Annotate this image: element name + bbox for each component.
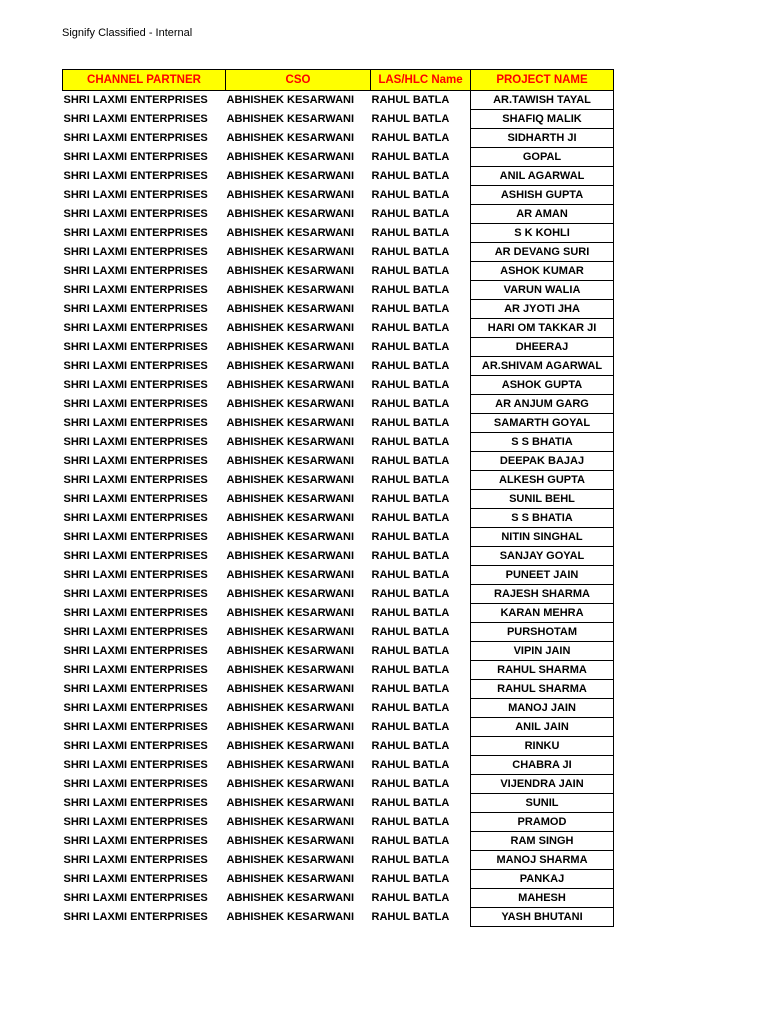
cell-cso: ABHISHEK KESARWANI bbox=[226, 816, 355, 828]
cell-channel-partner: SHRI LAXMI ENTERPRISES bbox=[63, 569, 208, 581]
cell-channel-partner: SHRI LAXMI ENTERPRISES bbox=[63, 284, 208, 296]
cell-project-name: S K KOHLI bbox=[471, 224, 614, 243]
cell-las-hlc-name: RAHUL BATLA bbox=[371, 227, 450, 239]
table-row bbox=[63, 889, 614, 908]
cell-cso: ABHISHEK KESARWANI bbox=[226, 892, 355, 904]
cell-las-hlc-name: RAHUL BATLA bbox=[371, 208, 450, 220]
cell-cso: ABHISHEK KESARWANI bbox=[226, 550, 355, 562]
classification-label: Signify Classified - Internal bbox=[62, 27, 193, 39]
table-row bbox=[63, 908, 614, 927]
cell-project-name: SIDHARTH JI bbox=[471, 129, 614, 148]
cell-las-hlc-name: RAHUL BATLA bbox=[371, 721, 450, 733]
table-row bbox=[63, 756, 614, 775]
cell-las-hlc-name: RAHUL BATLA bbox=[371, 246, 450, 258]
cell-project-name: ALKESH GUPTA bbox=[471, 471, 614, 490]
table-row bbox=[63, 718, 614, 737]
cell-project-name: SUNIL BEHL bbox=[471, 490, 614, 509]
cell-channel-partner: SHRI LAXMI ENTERPRISES bbox=[63, 816, 208, 828]
cell-channel-partner: SHRI LAXMI ENTERPRISES bbox=[63, 227, 208, 239]
cell-cso: ABHISHEK KESARWANI bbox=[226, 626, 355, 638]
cell-las-hlc-name: RAHUL BATLA bbox=[371, 379, 450, 391]
table-row bbox=[63, 737, 614, 756]
cell-project-name: YASH BHUTANI bbox=[471, 908, 614, 927]
cell-cso: ABHISHEK KESARWANI bbox=[226, 265, 355, 277]
table-row bbox=[63, 509, 614, 528]
table-body bbox=[63, 91, 614, 927]
cell-channel-partner: SHRI LAXMI ENTERPRISES bbox=[63, 797, 208, 809]
cell-las-hlc-name: RAHUL BATLA bbox=[371, 892, 450, 904]
cell-channel-partner: SHRI LAXMI ENTERPRISES bbox=[63, 607, 208, 619]
header-las-hlc-name: LAS/HLC Name bbox=[371, 70, 471, 91]
cell-las-hlc-name: RAHUL BATLA bbox=[371, 341, 450, 353]
table-row bbox=[63, 91, 614, 110]
cell-channel-partner: SHRI LAXMI ENTERPRISES bbox=[63, 702, 208, 714]
cell-cso: ABHISHEK KESARWANI bbox=[226, 740, 355, 752]
cell-channel-partner: SHRI LAXMI ENTERPRISES bbox=[63, 208, 208, 220]
table-row bbox=[63, 281, 614, 300]
cell-las-hlc-name: RAHUL BATLA bbox=[371, 170, 450, 182]
cell-channel-partner: SHRI LAXMI ENTERPRISES bbox=[63, 550, 208, 562]
cell-las-hlc-name: RAHUL BATLA bbox=[371, 265, 450, 277]
cell-channel-partner: SHRI LAXMI ENTERPRISES bbox=[63, 892, 208, 904]
cell-cso: ABHISHEK KESARWANI bbox=[226, 284, 355, 296]
cell-las-hlc-name: RAHUL BATLA bbox=[371, 284, 450, 296]
cell-las-hlc-name: RAHUL BATLA bbox=[371, 664, 450, 676]
cell-project-name: PANKAJ bbox=[471, 870, 614, 889]
cell-project-name: AR AMAN bbox=[471, 205, 614, 224]
cell-las-hlc-name: RAHUL BATLA bbox=[371, 113, 450, 125]
cell-las-hlc-name: RAHUL BATLA bbox=[371, 740, 450, 752]
cell-cso: ABHISHEK KESARWANI bbox=[226, 246, 355, 258]
cell-las-hlc-name: RAHUL BATLA bbox=[371, 322, 450, 334]
cell-channel-partner: SHRI LAXMI ENTERPRISES bbox=[63, 322, 208, 334]
cell-project-name: HARI OM TAKKAR JI bbox=[471, 319, 614, 338]
table-row bbox=[63, 851, 614, 870]
table-row bbox=[63, 148, 614, 167]
table-row bbox=[63, 433, 614, 452]
cell-project-name: ANIL JAIN bbox=[471, 718, 614, 737]
table-row bbox=[63, 262, 614, 281]
cell-channel-partner: SHRI LAXMI ENTERPRISES bbox=[63, 189, 208, 201]
cell-las-hlc-name: RAHUL BATLA bbox=[371, 436, 450, 448]
cell-cso: ABHISHEK KESARWANI bbox=[226, 417, 355, 429]
cell-cso: ABHISHEK KESARWANI bbox=[226, 474, 355, 486]
cell-cso: ABHISHEK KESARWANI bbox=[226, 512, 355, 524]
cell-channel-partner: SHRI LAXMI ENTERPRISES bbox=[63, 132, 208, 144]
table-row bbox=[63, 528, 614, 547]
table-row bbox=[63, 395, 614, 414]
table-row bbox=[63, 604, 614, 623]
table-row bbox=[63, 794, 614, 813]
cell-las-hlc-name: RAHUL BATLA bbox=[371, 360, 450, 372]
cell-project-name: ASHOK GUPTA bbox=[471, 376, 614, 395]
cell-channel-partner: SHRI LAXMI ENTERPRISES bbox=[63, 94, 208, 107]
table-row bbox=[63, 813, 614, 832]
cell-las-hlc-name: RAHUL BATLA bbox=[371, 645, 450, 657]
cell-channel-partner: SHRI LAXMI ENTERPRISES bbox=[63, 531, 208, 543]
cell-channel-partner: SHRI LAXMI ENTERPRISES bbox=[63, 835, 208, 847]
cell-channel-partner: SHRI LAXMI ENTERPRISES bbox=[63, 379, 208, 391]
cell-cso: ABHISHEK KESARWANI bbox=[226, 436, 355, 448]
cell-project-name: RAM SINGH bbox=[471, 832, 614, 851]
cell-project-name: PRAMOD bbox=[471, 813, 614, 832]
cell-channel-partner: SHRI LAXMI ENTERPRISES bbox=[63, 873, 208, 885]
table-row bbox=[63, 490, 614, 509]
table-row bbox=[63, 224, 614, 243]
cell-channel-partner: SHRI LAXMI ENTERPRISES bbox=[63, 474, 208, 486]
cell-project-name: VIJENDRA JAIN bbox=[471, 775, 614, 794]
cell-project-name: AR DEVANG SURI bbox=[471, 243, 614, 262]
cell-las-hlc-name: RAHUL BATLA bbox=[371, 626, 450, 638]
cell-project-name: AR JYOTI JHA bbox=[471, 300, 614, 319]
cell-las-hlc-name: RAHUL BATLA bbox=[371, 873, 450, 885]
table-row bbox=[63, 300, 614, 319]
cell-channel-partner: SHRI LAXMI ENTERPRISES bbox=[63, 626, 208, 638]
cell-cso: ABHISHEK KESARWANI bbox=[226, 113, 355, 125]
cell-las-hlc-name: RAHUL BATLA bbox=[371, 474, 450, 486]
table-row bbox=[63, 243, 614, 262]
cell-channel-partner: SHRI LAXMI ENTERPRISES bbox=[63, 436, 208, 448]
cell-cso: ABHISHEK KESARWANI bbox=[226, 607, 355, 619]
cell-cso: ABHISHEK KESARWANI bbox=[226, 702, 355, 714]
cell-las-hlc-name: RAHUL BATLA bbox=[371, 797, 450, 809]
cell-channel-partner: SHRI LAXMI ENTERPRISES bbox=[63, 455, 208, 467]
cell-project-name: AR.SHIVAM AGARWAL bbox=[471, 357, 614, 376]
cell-las-hlc-name: RAHUL BATLA bbox=[371, 569, 450, 581]
cell-project-name: S S BHATIA bbox=[471, 433, 614, 452]
cell-project-name: MANOJ SHARMA bbox=[471, 851, 614, 870]
cell-project-name: S S BHATIA bbox=[471, 509, 614, 528]
cell-las-hlc-name: RAHUL BATLA bbox=[371, 835, 450, 847]
cell-las-hlc-name: RAHUL BATLA bbox=[371, 531, 450, 543]
cell-cso: ABHISHEK KESARWANI bbox=[226, 227, 355, 239]
cell-channel-partner: SHRI LAXMI ENTERPRISES bbox=[63, 911, 208, 923]
cell-project-name: MAHESH bbox=[471, 889, 614, 908]
cell-channel-partner: SHRI LAXMI ENTERPRISES bbox=[63, 151, 208, 163]
cell-las-hlc-name: RAHUL BATLA bbox=[371, 588, 450, 600]
cell-channel-partner: SHRI LAXMI ENTERPRISES bbox=[63, 664, 208, 676]
table-row bbox=[63, 832, 614, 851]
table-row bbox=[63, 205, 614, 224]
cell-project-name: VIPIN JAIN bbox=[471, 642, 614, 661]
table-header bbox=[63, 70, 614, 91]
cell-las-hlc-name: RAHUL BATLA bbox=[371, 493, 450, 505]
cell-channel-partner: SHRI LAXMI ENTERPRISES bbox=[63, 417, 208, 429]
cell-project-name: AR ANJUM GARG bbox=[471, 395, 614, 414]
cell-cso: ABHISHEK KESARWANI bbox=[226, 873, 355, 885]
cell-las-hlc-name: RAHUL BATLA bbox=[371, 550, 450, 562]
cell-project-name: GOPAL bbox=[471, 148, 614, 167]
cell-cso: ABHISHEK KESARWANI bbox=[226, 588, 355, 600]
table-row bbox=[63, 452, 614, 471]
table-row bbox=[63, 623, 614, 642]
cell-cso: ABHISHEK KESARWANI bbox=[226, 569, 355, 581]
cell-project-name: SUNIL bbox=[471, 794, 614, 813]
cell-cso: ABHISHEK KESARWANI bbox=[226, 170, 355, 182]
table-row bbox=[63, 129, 614, 148]
cell-cso: ABHISHEK KESARWANI bbox=[226, 683, 355, 695]
cell-cso: ABHISHEK KESARWANI bbox=[226, 854, 355, 866]
header-row bbox=[63, 70, 614, 91]
cell-cso: ABHISHEK KESARWANI bbox=[226, 797, 355, 809]
cell-las-hlc-name: RAHUL BATLA bbox=[371, 398, 450, 410]
table-row bbox=[63, 414, 614, 433]
cell-las-hlc-name: RAHUL BATLA bbox=[371, 854, 450, 866]
cell-channel-partner: SHRI LAXMI ENTERPRISES bbox=[63, 740, 208, 752]
cell-cso: ABHISHEK KESARWANI bbox=[226, 379, 355, 391]
cell-project-name: RAHUL SHARMA bbox=[471, 661, 614, 680]
cell-las-hlc-name: RAHUL BATLA bbox=[371, 702, 450, 714]
cell-project-name: DHEERAJ bbox=[471, 338, 614, 357]
table-row bbox=[63, 870, 614, 889]
cell-channel-partner: SHRI LAXMI ENTERPRISES bbox=[63, 759, 208, 771]
cell-project-name: PURSHOTAM bbox=[471, 623, 614, 642]
cell-channel-partner: SHRI LAXMI ENTERPRISES bbox=[63, 512, 208, 524]
table-row bbox=[63, 338, 614, 357]
cell-las-hlc-name: RAHUL BATLA bbox=[371, 911, 450, 923]
table-row bbox=[63, 357, 614, 376]
cell-project-name: SANJAY GOYAL bbox=[471, 547, 614, 566]
cell-las-hlc-name: RAHUL BATLA bbox=[371, 94, 450, 107]
cell-channel-partner: SHRI LAXMI ENTERPRISES bbox=[63, 246, 208, 258]
table-row bbox=[63, 547, 614, 566]
header-project-name: PROJECT NAME bbox=[471, 70, 614, 91]
cell-las-hlc-name: RAHUL BATLA bbox=[371, 607, 450, 619]
cell-cso: ABHISHEK KESARWANI bbox=[226, 341, 355, 353]
cell-cso: ABHISHEK KESARWANI bbox=[226, 132, 355, 144]
project-table bbox=[62, 69, 614, 927]
cell-channel-partner: SHRI LAXMI ENTERPRISES bbox=[63, 113, 208, 125]
cell-cso: ABHISHEK KESARWANI bbox=[226, 721, 355, 733]
cell-project-name: MANOJ JAIN bbox=[471, 699, 614, 718]
table-row bbox=[63, 376, 614, 395]
cell-project-name: SHAFIQ MALIK bbox=[471, 110, 614, 129]
cell-cso: ABHISHEK KESARWANI bbox=[226, 835, 355, 847]
cell-channel-partner: SHRI LAXMI ENTERPRISES bbox=[63, 303, 208, 315]
cell-cso: ABHISHEK KESARWANI bbox=[226, 531, 355, 543]
cell-project-name: VARUN WALIA bbox=[471, 281, 614, 300]
table-row bbox=[63, 642, 614, 661]
cell-project-name: ASHISH GUPTA bbox=[471, 186, 614, 205]
cell-project-name: PUNEET JAIN bbox=[471, 566, 614, 585]
cell-cso: ABHISHEK KESARWANI bbox=[226, 778, 355, 790]
cell-cso: ABHISHEK KESARWANI bbox=[226, 151, 355, 163]
cell-las-hlc-name: RAHUL BATLA bbox=[371, 132, 450, 144]
cell-las-hlc-name: RAHUL BATLA bbox=[371, 816, 450, 828]
cell-project-name: RINKU bbox=[471, 737, 614, 756]
cell-project-name: RAHUL SHARMA bbox=[471, 680, 614, 699]
cell-cso: ABHISHEK KESARWANI bbox=[226, 645, 355, 657]
table-row bbox=[63, 680, 614, 699]
cell-project-name: SAMARTH GOYAL bbox=[471, 414, 614, 433]
table-row bbox=[63, 110, 614, 129]
cell-channel-partner: SHRI LAXMI ENTERPRISES bbox=[63, 493, 208, 505]
table-row bbox=[63, 167, 614, 186]
cell-project-name: AR.TAWISH TAYAL bbox=[471, 91, 614, 110]
cell-las-hlc-name: RAHUL BATLA bbox=[371, 417, 450, 429]
cell-cso: ABHISHEK KESARWANI bbox=[226, 360, 355, 372]
cell-cso: ABHISHEK KESARWANI bbox=[226, 759, 355, 771]
cell-project-name: RAJESH SHARMA bbox=[471, 585, 614, 604]
cell-project-name: KARAN MEHRA bbox=[471, 604, 614, 623]
cell-project-name: CHABRA JI bbox=[471, 756, 614, 775]
table-row bbox=[63, 661, 614, 680]
table-row bbox=[63, 699, 614, 718]
cell-project-name: DEEPAK BAJAJ bbox=[471, 452, 614, 471]
table-row bbox=[63, 471, 614, 490]
cell-cso: ABHISHEK KESARWANI bbox=[226, 303, 355, 315]
cell-channel-partner: SHRI LAXMI ENTERPRISES bbox=[63, 645, 208, 657]
cell-channel-partner: SHRI LAXMI ENTERPRISES bbox=[63, 398, 208, 410]
cell-las-hlc-name: RAHUL BATLA bbox=[371, 189, 450, 201]
cell-channel-partner: SHRI LAXMI ENTERPRISES bbox=[63, 265, 208, 277]
cell-channel-partner: SHRI LAXMI ENTERPRISES bbox=[63, 588, 208, 600]
cell-cso: ABHISHEK KESARWANI bbox=[226, 94, 355, 107]
cell-channel-partner: SHRI LAXMI ENTERPRISES bbox=[63, 170, 208, 182]
cell-las-hlc-name: RAHUL BATLA bbox=[371, 303, 450, 315]
cell-las-hlc-name: RAHUL BATLA bbox=[371, 778, 450, 790]
cell-cso: ABHISHEK KESARWANI bbox=[226, 455, 355, 467]
header-cso: CSO bbox=[226, 70, 371, 91]
cell-project-name: NITIN SINGHAL bbox=[471, 528, 614, 547]
cell-cso: ABHISHEK KESARWANI bbox=[226, 208, 355, 220]
cell-cso: ABHISHEK KESARWANI bbox=[226, 493, 355, 505]
cell-las-hlc-name: RAHUL BATLA bbox=[371, 683, 450, 695]
cell-project-name: ANIL AGARWAL bbox=[471, 167, 614, 186]
table-row bbox=[63, 585, 614, 604]
table-row bbox=[63, 775, 614, 794]
cell-las-hlc-name: RAHUL BATLA bbox=[371, 151, 450, 163]
cell-project-name: ASHOK KUMAR bbox=[471, 262, 614, 281]
cell-cso: ABHISHEK KESARWANI bbox=[226, 398, 355, 410]
cell-channel-partner: SHRI LAXMI ENTERPRISES bbox=[63, 854, 208, 866]
cell-channel-partner: SHRI LAXMI ENTERPRISES bbox=[63, 341, 208, 353]
header-channel-partner: CHANNEL PARTNER bbox=[63, 70, 226, 91]
cell-channel-partner: SHRI LAXMI ENTERPRISES bbox=[63, 683, 208, 695]
cell-cso: ABHISHEK KESARWANI bbox=[226, 189, 355, 201]
table-row bbox=[63, 319, 614, 338]
cell-las-hlc-name: RAHUL BATLA bbox=[371, 455, 450, 467]
table-row bbox=[63, 186, 614, 205]
cell-cso: ABHISHEK KESARWANI bbox=[226, 664, 355, 676]
cell-las-hlc-name: RAHUL BATLA bbox=[371, 512, 450, 524]
cell-channel-partner: SHRI LAXMI ENTERPRISES bbox=[63, 721, 208, 733]
cell-cso: ABHISHEK KESARWANI bbox=[226, 322, 355, 334]
cell-las-hlc-name: RAHUL BATLA bbox=[371, 759, 450, 771]
cell-channel-partner: SHRI LAXMI ENTERPRISES bbox=[63, 360, 208, 372]
table-row bbox=[63, 566, 614, 585]
cell-cso: ABHISHEK KESARWANI bbox=[226, 911, 355, 923]
cell-channel-partner: SHRI LAXMI ENTERPRISES bbox=[63, 778, 208, 790]
